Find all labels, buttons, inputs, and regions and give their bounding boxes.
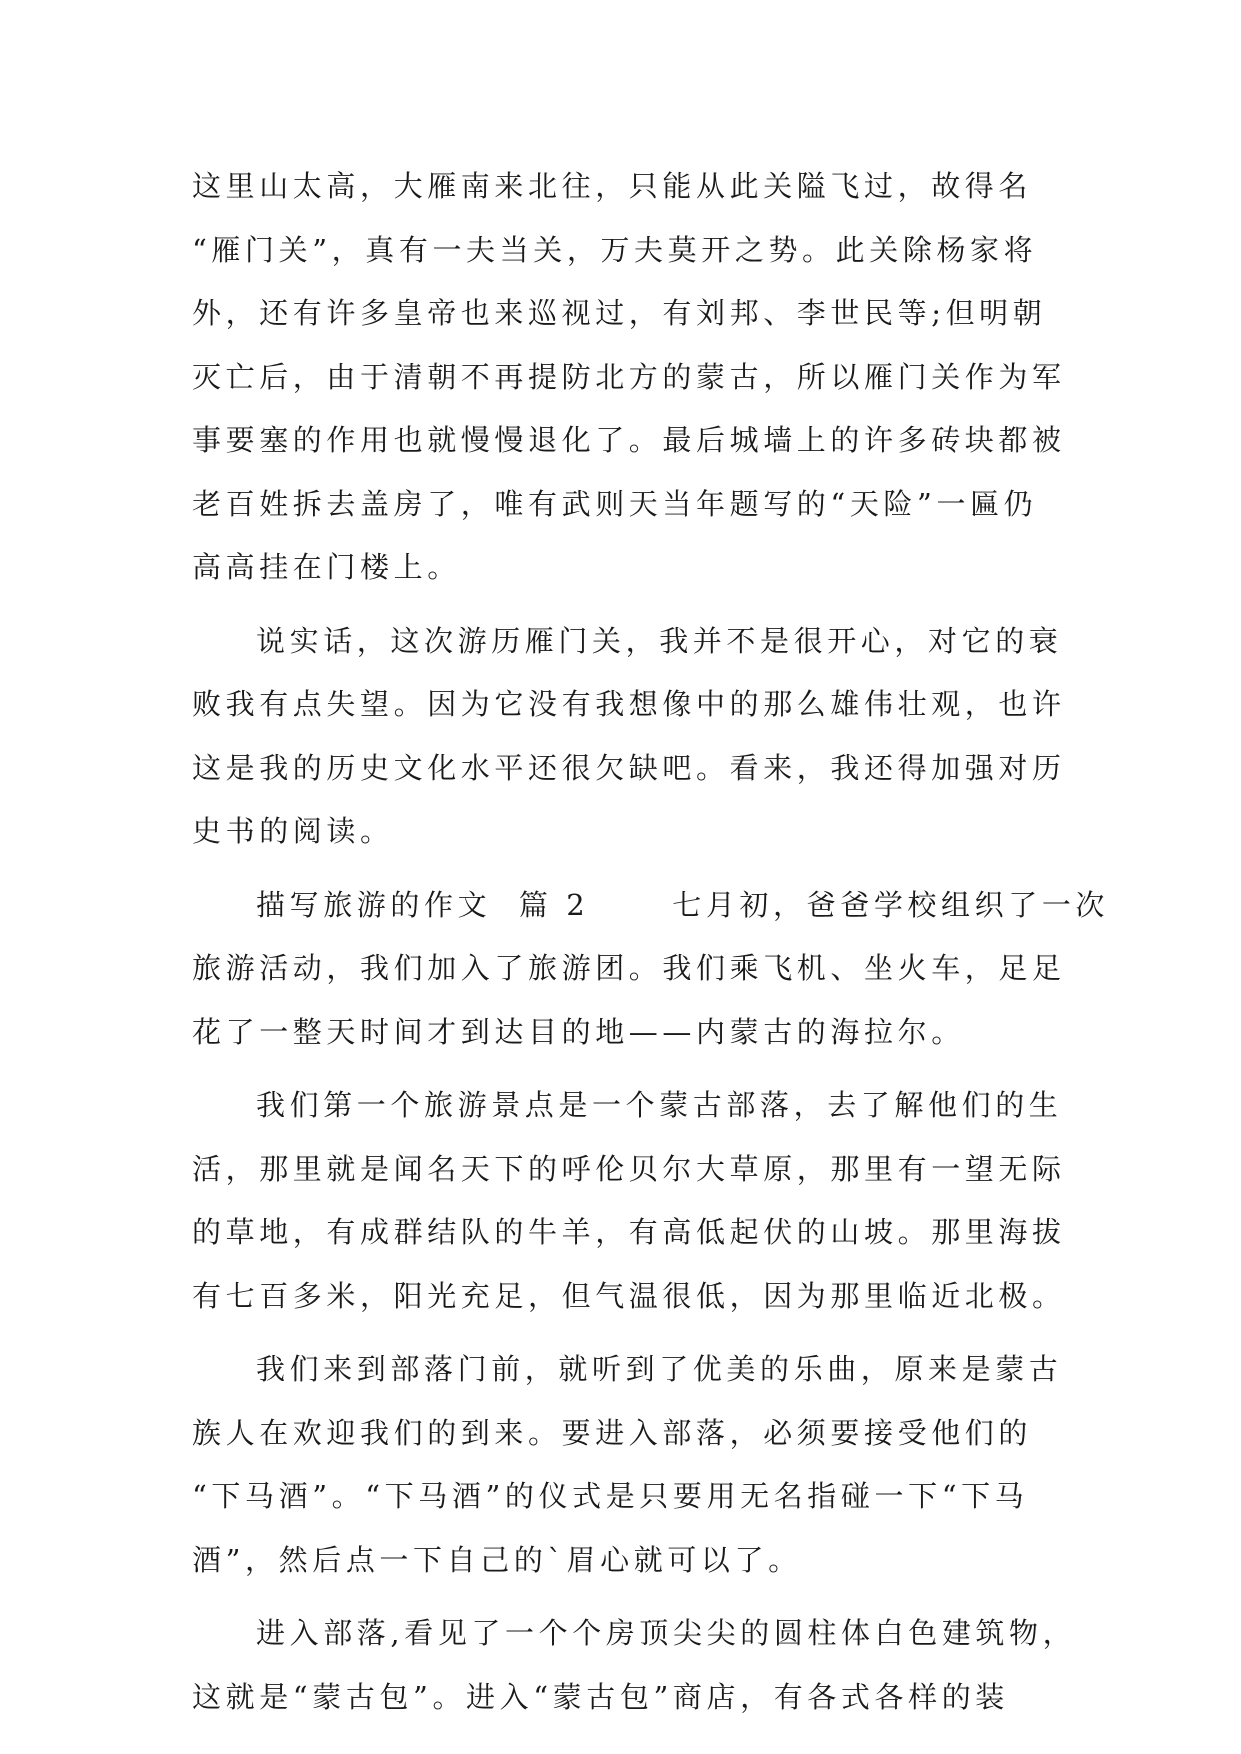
text-line: 高高挂在门楼上。: [192, 550, 461, 584]
text-line: 这是我的历史文化水平还很欠缺吧。看来，我还得加强对历: [192, 750, 1066, 785]
paragraph: [192, 1602, 1077, 1729]
text-line: 我们来到部落门前，就听到了优美的乐曲，原来是蒙古: [256, 1352, 1063, 1386]
text-line: 事要塞的作用也就慢慢退化了。最后城墙上的许多砖块都被: [192, 423, 1066, 457]
text-line: “雁门关”，真有一夫当关，万夫莫开之势。此关除杨家将: [192, 232, 1038, 267]
paragraph: [192, 1074, 1072, 1328]
text-line: 酒”，然后点一下自己的`眉心就可以了。: [192, 1542, 802, 1577]
text-line: 进入部落,看见了一个个房顶尖尖的圆柱体白色建筑物，: [256, 1616, 1077, 1650]
text-line: 灭亡后，由于清朝不再提防北方的蒙古，所以雁门关作为军: [192, 359, 1066, 394]
text-line: 外，还有许多皇帝也来巡视过，有刘邦、李世民等;但明朝: [192, 296, 1047, 330]
text-line: 败我有点失望。因为它没有我想像中的那么雄伟壮观，也许: [192, 687, 1066, 721]
body-text: [192, 155, 1110, 1729]
paragraph: [192, 874, 1110, 1065]
text-line: 活，那里就是闻名天下的呼伦贝尔大草原，那里有一望无际: [192, 1151, 1066, 1186]
text-line: 说实话，这次游历雁门关，我并不是很开心，对它的衰: [256, 623, 1063, 658]
text-line: 我们第一个旅游景点是一个蒙古部落，去了解他们的生: [256, 1088, 1063, 1122]
text-line: “下马酒”。“下马酒”的仪式是只要用无名指碰一下“下马: [192, 1479, 1029, 1513]
text-line: 的草地，有成群结队的牛羊，有高低起伏的山坡。那里海拔: [192, 1215, 1066, 1249]
text-line: 老百姓拆去盖房了，唯有武则天当年题写的“天险”一匾仍: [192, 486, 1038, 521]
text-line: 花了一整天时间才到达目的地——内蒙古的海拉尔。: [192, 1014, 965, 1049]
text-line: 这就是“蒙古包”。进入“蒙古包”商店，有各式各样的装: [192, 1679, 1009, 1714]
text-line: 有七百多米，阳光充足，但气温很低，因为那里临近北极。: [192, 1278, 1066, 1313]
text-line: 族人在欢迎我们的到来。要进入部落，必须要接受他们的: [192, 1415, 1033, 1450]
text-line: 旅游活动，我们加入了旅游团。我们乘飞机、坐火车，足足: [192, 951, 1066, 985]
section-heading-line: 描写旅游的作文 篇 2 七月初，爸爸学校组织了一次: [256, 887, 1110, 922]
paragraph: [192, 155, 1072, 600]
text-line: 史书的阅读。: [192, 814, 394, 848]
paragraph: [192, 1338, 1072, 1592]
text-line: 这里山太高，大雁南来北往，只能从此关隘飞过，故得名: [192, 169, 1033, 203]
paragraph: [192, 610, 1072, 864]
